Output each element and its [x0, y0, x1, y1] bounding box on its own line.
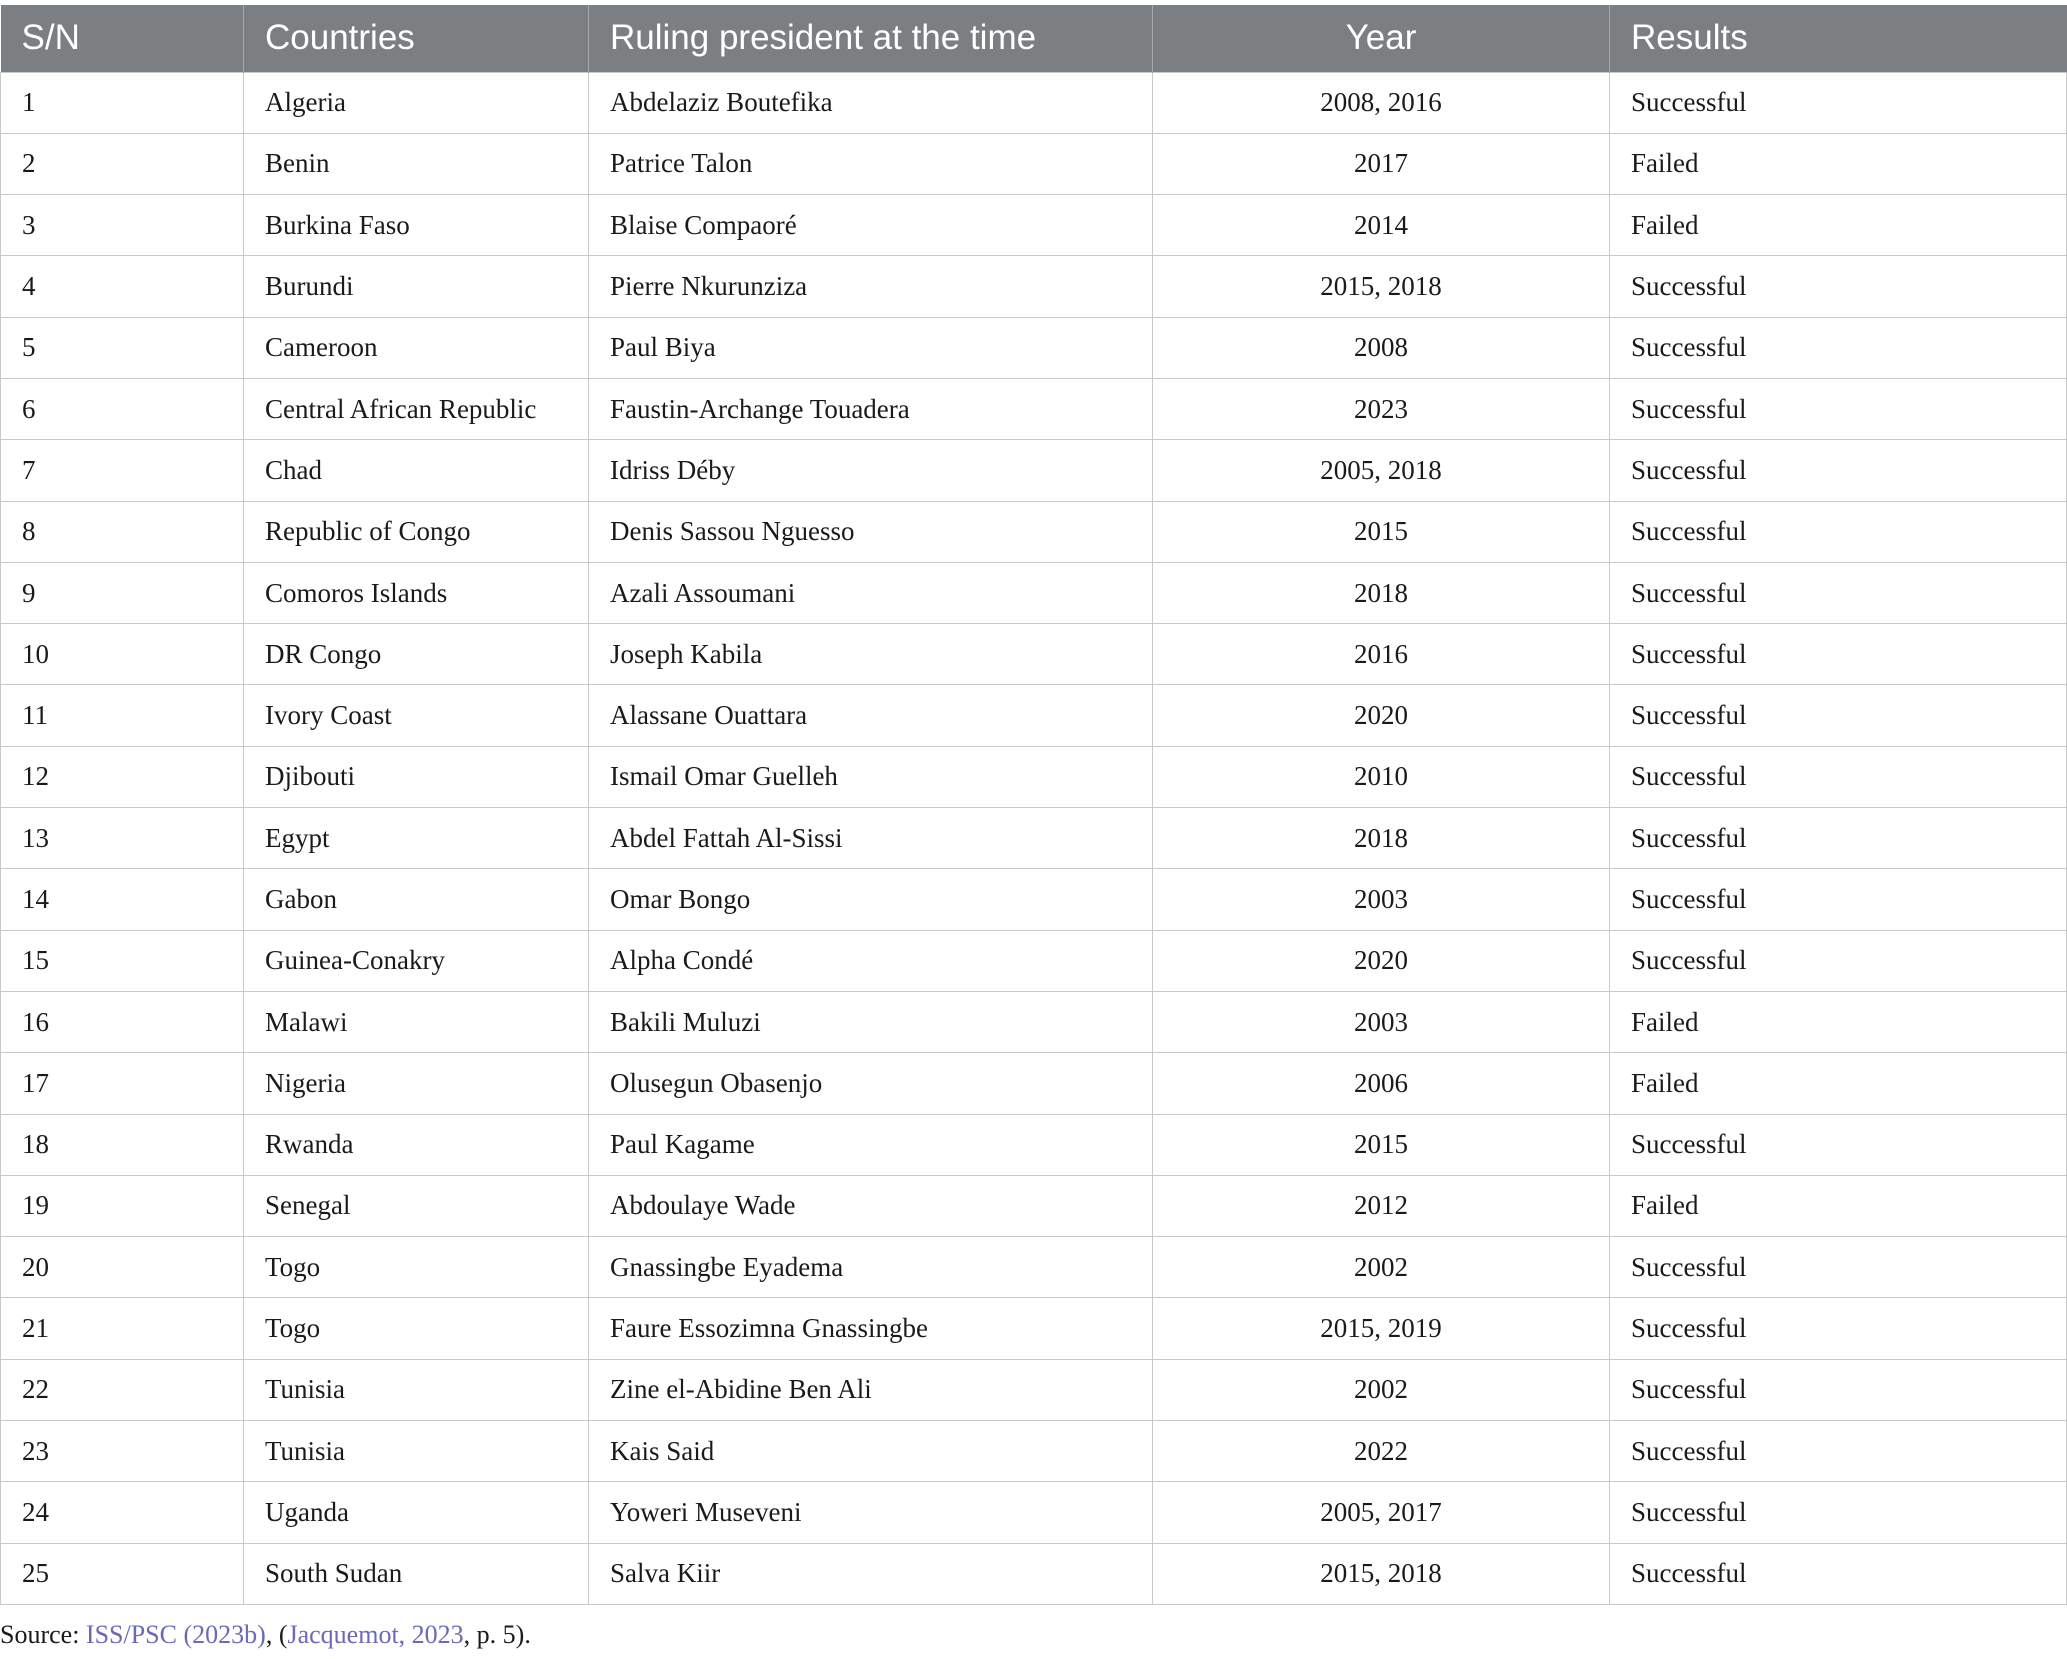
cell-president: Ismail Omar Guelleh: [589, 746, 1153, 807]
cell-year: 2015, 2019: [1153, 1298, 1610, 1359]
cell-sn: 22: [1, 1359, 244, 1420]
header-countries: Countries: [244, 5, 589, 72]
cell-president: Abdel Fattah Al-Sissi: [589, 808, 1153, 869]
cell-year: 2017: [1153, 133, 1610, 194]
cell-president: Azali Assoumani: [589, 562, 1153, 623]
cell-year: 2020: [1153, 930, 1610, 991]
table-row: [1, 133, 2067, 194]
cell-result: Successful: [1610, 1298, 2067, 1359]
header-year: Year: [1153, 5, 1610, 72]
cell-sn: 8: [1, 501, 244, 562]
table-header-row: [1, 5, 2067, 72]
cell-country: Tunisia: [244, 1421, 589, 1482]
cell-sn: 23: [1, 1421, 244, 1482]
cell-year: 2018: [1153, 562, 1610, 623]
cell-country: Burkina Faso: [244, 195, 589, 256]
table-row: [1, 256, 2067, 317]
cell-president: Alassane Ouattara: [589, 685, 1153, 746]
cell-result: Successful: [1610, 562, 2067, 623]
table-row: [1, 1237, 2067, 1298]
cell-result: Successful: [1610, 72, 2067, 133]
cell-result: Successful: [1610, 501, 2067, 562]
source-note: [0, 1620, 531, 1650]
cell-country: Cameroon: [244, 317, 589, 378]
cell-president: Yoweri Museveni: [589, 1482, 1153, 1543]
cell-president: Abdoulaye Wade: [589, 1175, 1153, 1236]
header-sn: S/N: [1, 5, 244, 72]
cell-country: Uganda: [244, 1482, 589, 1543]
table-row: [1, 1543, 2067, 1604]
cell-result: Failed: [1610, 1175, 2067, 1236]
cell-country: Republic of Congo: [244, 501, 589, 562]
table-row: [1, 1175, 2067, 1236]
cell-president: Idriss Déby: [589, 440, 1153, 501]
cell-result: Successful: [1610, 440, 2067, 501]
cell-result: Failed: [1610, 133, 2067, 194]
table-row: [1, 1298, 2067, 1359]
cell-president: Zine el-Abidine Ben Ali: [589, 1359, 1153, 1420]
cell-result: Successful: [1610, 1359, 2067, 1420]
cell-country: Chad: [244, 440, 589, 501]
cell-sn: 5: [1, 317, 244, 378]
cell-result: Successful: [1610, 746, 2067, 807]
cell-president: Joseph Kabila: [589, 624, 1153, 685]
table-row: [1, 808, 2067, 869]
table-row: [1, 72, 2067, 133]
cell-country: Central African Republic: [244, 378, 589, 439]
cell-country: Rwanda: [244, 1114, 589, 1175]
cell-president: Patrice Talon: [589, 133, 1153, 194]
cell-country: South Sudan: [244, 1543, 589, 1604]
constitution-amendment-table: [0, 5, 2067, 1605]
table-row: [1, 1053, 2067, 1114]
source-link-jacquemot[interactable]: Jacquemot, 2023: [287, 1620, 464, 1649]
cell-sn: 15: [1, 930, 244, 991]
table-row: [1, 195, 2067, 256]
cell-result: Failed: [1610, 991, 2067, 1052]
cell-year: 2015: [1153, 501, 1610, 562]
cell-year: 2015: [1153, 1114, 1610, 1175]
cell-year: 2008: [1153, 317, 1610, 378]
cell-year: 2012: [1153, 1175, 1610, 1236]
cell-president: Denis Sassou Nguesso: [589, 501, 1153, 562]
cell-year: 2008, 2016: [1153, 72, 1610, 133]
cell-country: Tunisia: [244, 1359, 589, 1420]
cell-result: Successful: [1610, 1114, 2067, 1175]
cell-president: Abdelaziz Boutefika: [589, 72, 1153, 133]
cell-president: Kais Said: [589, 1421, 1153, 1482]
cell-president: Gnassingbe Eyadema: [589, 1237, 1153, 1298]
cell-year: 2006: [1153, 1053, 1610, 1114]
cell-president: Paul Kagame: [589, 1114, 1153, 1175]
table-row: [1, 501, 2067, 562]
cell-president: Pierre Nkurunziza: [589, 256, 1153, 317]
table-row: [1, 440, 2067, 501]
cell-country: Senegal: [244, 1175, 589, 1236]
cell-president: Paul Biya: [589, 317, 1153, 378]
cell-country: Togo: [244, 1298, 589, 1359]
table-row: [1, 685, 2067, 746]
cell-year: 2003: [1153, 869, 1610, 930]
cell-country: Togo: [244, 1237, 589, 1298]
cell-year: 2014: [1153, 195, 1610, 256]
cell-sn: 17: [1, 1053, 244, 1114]
cell-sn: 16: [1, 991, 244, 1052]
cell-result: Successful: [1610, 1237, 2067, 1298]
table-row: [1, 317, 2067, 378]
cell-year: 2022: [1153, 1421, 1610, 1482]
cell-year: 2002: [1153, 1237, 1610, 1298]
cell-result: Failed: [1610, 195, 2067, 256]
cell-president: Omar Bongo: [589, 869, 1153, 930]
cell-president: Faure Essozimna Gnassingbe: [589, 1298, 1153, 1359]
cell-result: Successful: [1610, 869, 2067, 930]
cell-year: 2020: [1153, 685, 1610, 746]
cell-country: Benin: [244, 133, 589, 194]
cell-sn: 2: [1, 133, 244, 194]
cell-president: Salva Kiir: [589, 1543, 1153, 1604]
cell-sn: 12: [1, 746, 244, 807]
cell-country: Djibouti: [244, 746, 589, 807]
cell-sn: 10: [1, 624, 244, 685]
cell-year: 2016: [1153, 624, 1610, 685]
table-row: [1, 378, 2067, 439]
cell-country: Comoros Islands: [244, 562, 589, 623]
cell-result: Successful: [1610, 1482, 2067, 1543]
cell-result: Failed: [1610, 1053, 2067, 1114]
source-link-iss-psc[interactable]: ISS/PSC (2023b): [85, 1620, 266, 1649]
cell-sn: 20: [1, 1237, 244, 1298]
cell-result: Successful: [1610, 930, 2067, 991]
cell-country: Burundi: [244, 256, 589, 317]
table-row: [1, 930, 2067, 991]
table-row: [1, 1359, 2067, 1420]
cell-sn: 7: [1, 440, 244, 501]
cell-country: Algeria: [244, 72, 589, 133]
table-row: [1, 1482, 2067, 1543]
source-suffix: , p. 5).: [463, 1620, 531, 1649]
table-container: [0, 5, 2066, 1605]
cell-president: Blaise Compaoré: [589, 195, 1153, 256]
cell-country: Guinea-Conakry: [244, 930, 589, 991]
cell-president: Faustin-Archange Touadera: [589, 378, 1153, 439]
cell-sn: 25: [1, 1543, 244, 1604]
cell-country: Ivory Coast: [244, 685, 589, 746]
cell-sn: 4: [1, 256, 244, 317]
source-mid: , (: [265, 1620, 288, 1649]
cell-sn: 13: [1, 808, 244, 869]
cell-year: 2005, 2018: [1153, 440, 1610, 501]
cell-president: Bakili Muluzi: [589, 991, 1153, 1052]
cell-result: Successful: [1610, 378, 2067, 439]
cell-sn: 24: [1, 1482, 244, 1543]
cell-country: Malawi: [244, 991, 589, 1052]
cell-sn: 3: [1, 195, 244, 256]
cell-result: Successful: [1610, 808, 2067, 869]
cell-sn: 14: [1, 869, 244, 930]
cell-year: 2015, 2018: [1153, 1543, 1610, 1604]
cell-year: 2002: [1153, 1359, 1610, 1420]
cell-year: 2018: [1153, 808, 1610, 869]
table-row: [1, 869, 2067, 930]
cell-year: 2005, 2017: [1153, 1482, 1610, 1543]
cell-sn: 11: [1, 685, 244, 746]
source-prefix: Source:: [0, 1620, 86, 1649]
cell-president: Olusegun Obasenjo: [589, 1053, 1153, 1114]
cell-year: 2010: [1153, 746, 1610, 807]
cell-result: Successful: [1610, 1421, 2067, 1482]
cell-sn: 6: [1, 378, 244, 439]
cell-sn: 9: [1, 562, 244, 623]
cell-country: Nigeria: [244, 1053, 589, 1114]
header-results: Results: [1610, 5, 2067, 72]
cell-result: Successful: [1610, 624, 2067, 685]
cell-sn: 18: [1, 1114, 244, 1175]
cell-year: 2023: [1153, 378, 1610, 439]
table-body: [1, 72, 2067, 1604]
cell-year: 2003: [1153, 991, 1610, 1052]
cell-sn: 1: [1, 72, 244, 133]
cell-year: 2015, 2018: [1153, 256, 1610, 317]
cell-sn: 21: [1, 1298, 244, 1359]
cell-result: Successful: [1610, 317, 2067, 378]
cell-result: Successful: [1610, 685, 2067, 746]
table-row: [1, 1421, 2067, 1482]
cell-country: Gabon: [244, 869, 589, 930]
cell-country: Egypt: [244, 808, 589, 869]
cell-sn: 19: [1, 1175, 244, 1236]
table-row: [1, 624, 2067, 685]
table-row: [1, 1114, 2067, 1175]
table-row: [1, 991, 2067, 1052]
table-row: [1, 746, 2067, 807]
header-president: Ruling president at the time: [589, 5, 1153, 72]
cell-result: Successful: [1610, 256, 2067, 317]
cell-result: Successful: [1610, 1543, 2067, 1604]
cell-president: Alpha Condé: [589, 930, 1153, 991]
cell-country: DR Congo: [244, 624, 589, 685]
table-row: [1, 562, 2067, 623]
